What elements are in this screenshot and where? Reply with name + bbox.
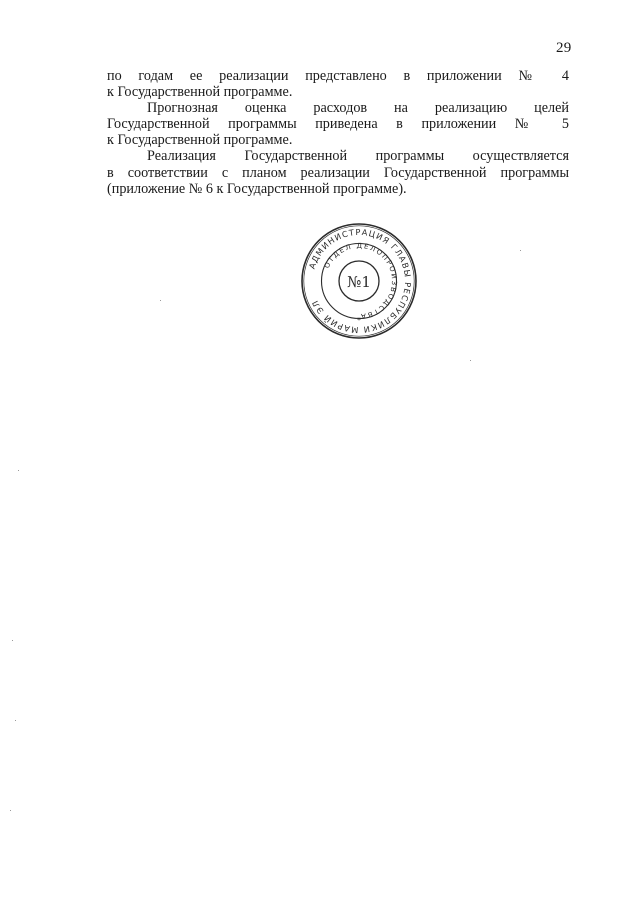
paragraph-line: в соответствии с планом реализации Государственной программы <box>107 164 569 181</box>
stamp-star: * <box>357 316 361 325</box>
body-text <box>107 68 569 197</box>
scan-speck <box>160 300 161 301</box>
scan-speck <box>15 720 16 721</box>
scan-speck <box>520 250 521 251</box>
paragraph-2 <box>107 100 569 148</box>
paragraph-line: Государственной программы приведена в приложении № 5 <box>107 116 569 133</box>
scan-speck <box>12 640 13 641</box>
paragraph-line: (приложение № 6 к Государственной программе). <box>107 180 407 197</box>
scan-speck <box>470 360 471 361</box>
scan-speck <box>10 810 11 811</box>
paragraph-line: Реализация Государственной программы осуществляется <box>147 148 569 165</box>
paragraph-line: к Государственной программе. <box>107 84 293 101</box>
paragraph-line: по годам ее реализации представлено в приложении № 4 <box>107 68 569 84</box>
paragraph-3 <box>107 148 569 196</box>
page-number: 29 <box>556 40 572 56</box>
paragraph-1 <box>107 68 569 100</box>
paragraph-line: к Государственной программе. <box>107 132 293 149</box>
stamp-center-number: №1 <box>347 273 371 291</box>
stamp-seal-icon <box>299 221 419 341</box>
stamp-outer-text: АДМИНИСТРАЦИЯ ГЛАВЫ РЕСПУБЛИКИ МАРИЙ ЭЛ <box>306 226 414 336</box>
stamp-inner-text: ОТДЕЛ ДЕЛОПРОИЗВОДСТВА <box>322 241 399 321</box>
scan-speck <box>18 470 19 471</box>
paragraph-line: Прогнозная оценка расходов на реализацию целей <box>147 100 569 117</box>
official-stamp <box>299 221 419 341</box>
